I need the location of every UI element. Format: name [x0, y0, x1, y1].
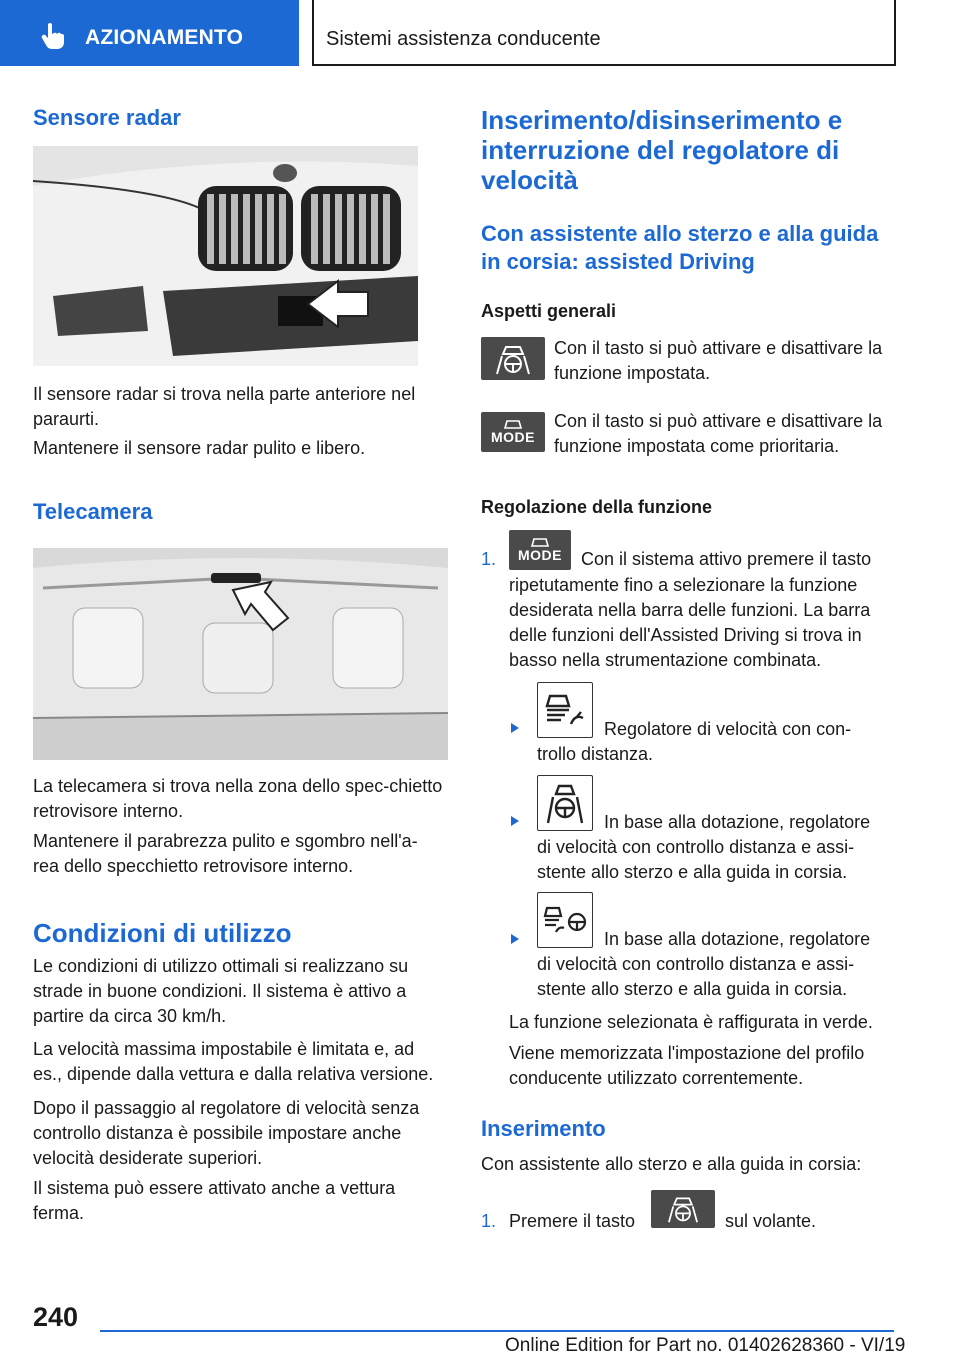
- insert-step-text-a: Premere il tasto: [509, 1211, 636, 1231]
- bullet-1-text-a: Regolatore di velocità con con-: [604, 719, 852, 739]
- camera-paragraph-1: La telecamera si trova nella zona dello spec-chietto retrovisore interno.: [33, 776, 443, 821]
- step-1-text-a: Con il sistema attivo premere il tasto: [581, 549, 872, 569]
- conditions-paragraph-1: Le condizioni di utilizzo ottimali si realizzano su strade in buone condizioni. Il sistema è attivo a partire da circa 30 km/h.: [33, 956, 409, 1026]
- cruise-distance-icon: [543, 690, 587, 730]
- steering-assist-button-image-2: [651, 1190, 715, 1228]
- general-item-2: Con il tasto si può attivare e disattivare la funzione impostata come prioritaria.: [554, 411, 883, 456]
- bullet-triangle-icon: [511, 816, 519, 826]
- general-item-1: Con il tasto si può attivare e disattivare la funzione impostata.: [554, 338, 883, 383]
- steering-assist-icon: [543, 781, 587, 825]
- chapter-box: [312, 0, 896, 66]
- note-2: Viene memorizzata l'impostazione del profilo conducente utilizzato correntemente.: [509, 1043, 865, 1088]
- radar-paragraph-2: Mantenere il sensore radar pulito e libero.: [33, 438, 366, 458]
- step-1-number: 1.: [481, 549, 497, 569]
- bullet-2-text-a: In base alla dotazione, regolatore: [604, 812, 871, 832]
- bullet-2-text-b: di velocità con controllo distanza e assi-stente allo sterzo e alla guida in corsia.: [537, 837, 855, 882]
- acc-combined-symbol: [537, 892, 593, 948]
- insertion-paragraph: Con assistente allo sterzo e alla guida in corsia:: [481, 1154, 862, 1174]
- regulation-heading: Regolazione della funzione: [481, 497, 713, 517]
- mode-label-2: MODE: [518, 547, 562, 563]
- bullet-3-text-a: In base alla dotazione, regolatore: [604, 929, 871, 949]
- steering-assist-icon: [493, 342, 533, 376]
- conditions-paragraph-2: La velocità massima impostabile è limitata e, ad es., dipende dalla vettura e dalla relativa versione.: [33, 1039, 434, 1084]
- chapter-title: Sistemi assistenza conducente: [326, 28, 601, 50]
- radar-paragraph-1: Il sensore radar si trova nella parte anteriore nel paraurti.: [33, 384, 416, 429]
- conditions-paragraph-3: Dopo il passaggio al regolatore di velocità senza controllo distanza è possibile impostare anche velocità desiderate superiori.: [33, 1098, 420, 1168]
- bullet-1-text-b: trollo distanza.: [537, 744, 654, 764]
- edition-text: Online Edition for Part no. 01402628360 - VI/19: [505, 1335, 906, 1356]
- insert-step-number: 1.: [481, 1211, 497, 1231]
- bullet-3-text-b: di velocità con controllo distanza e assi-stente allo sterzo e alla guida in corsia.: [537, 954, 855, 999]
- step-1-text-b: ripetutamente fino a selezionare la funzione desiderata nella barra delle funzioni. La barra delle funzioni dell'Assisted Driving si trova in basso nella strumentazione combinata.: [509, 575, 871, 670]
- bullet-triangle-icon: [511, 723, 519, 733]
- section-tab: [0, 0, 299, 66]
- acc-distance-symbol: [537, 682, 593, 738]
- acc-steering-symbol: [537, 775, 593, 831]
- mode-label: MODE: [491, 429, 535, 445]
- car-icon: [529, 537, 551, 547]
- radar-sensor-photo: [33, 146, 418, 366]
- steering-assist-button-image: [481, 337, 545, 380]
- radar-heading: Sensore radar: [33, 105, 181, 130]
- main-heading: Inserimento/disinserimento e interruzione del regolatore di velocità: [481, 105, 843, 195]
- page-number: 240: [33, 1302, 79, 1332]
- car-icon: [502, 419, 524, 429]
- camera-heading: Telecamera: [33, 499, 153, 524]
- hand-pointer-icon: [40, 22, 66, 50]
- insert-step-text-b: sul volante.: [725, 1211, 817, 1231]
- camera-photo: [33, 548, 448, 760]
- bullet-triangle-icon: [511, 934, 519, 944]
- mode-button-image: [481, 412, 545, 452]
- footer-divider: [100, 1330, 894, 1332]
- camera-paragraph-2: Mantenere il parabrezza pulito e sgombro nell'a-rea dello specchietto retrovisore interno.: [33, 831, 418, 876]
- insertion-heading: Inserimento: [481, 1116, 606, 1141]
- note-1: La funzione selezionata è raffigurata in verde.: [509, 1012, 873, 1032]
- conditions-paragraph-4: Il sistema può essere attivato anche a vettura ferma.: [33, 1178, 396, 1223]
- general-heading: Aspetti generali: [481, 301, 617, 321]
- mode-button-image-2: [509, 530, 571, 570]
- section-title: AZIONAMENTO: [85, 26, 244, 49]
- sub-heading: Con assistente allo sterzo e alla guida in corsia: assisted Driving: [481, 221, 879, 274]
- conditions-heading: Condizioni di utilizzo: [33, 918, 292, 948]
- steering-assist-icon: [665, 1194, 701, 1224]
- cruise-steering-icon: [541, 902, 589, 938]
